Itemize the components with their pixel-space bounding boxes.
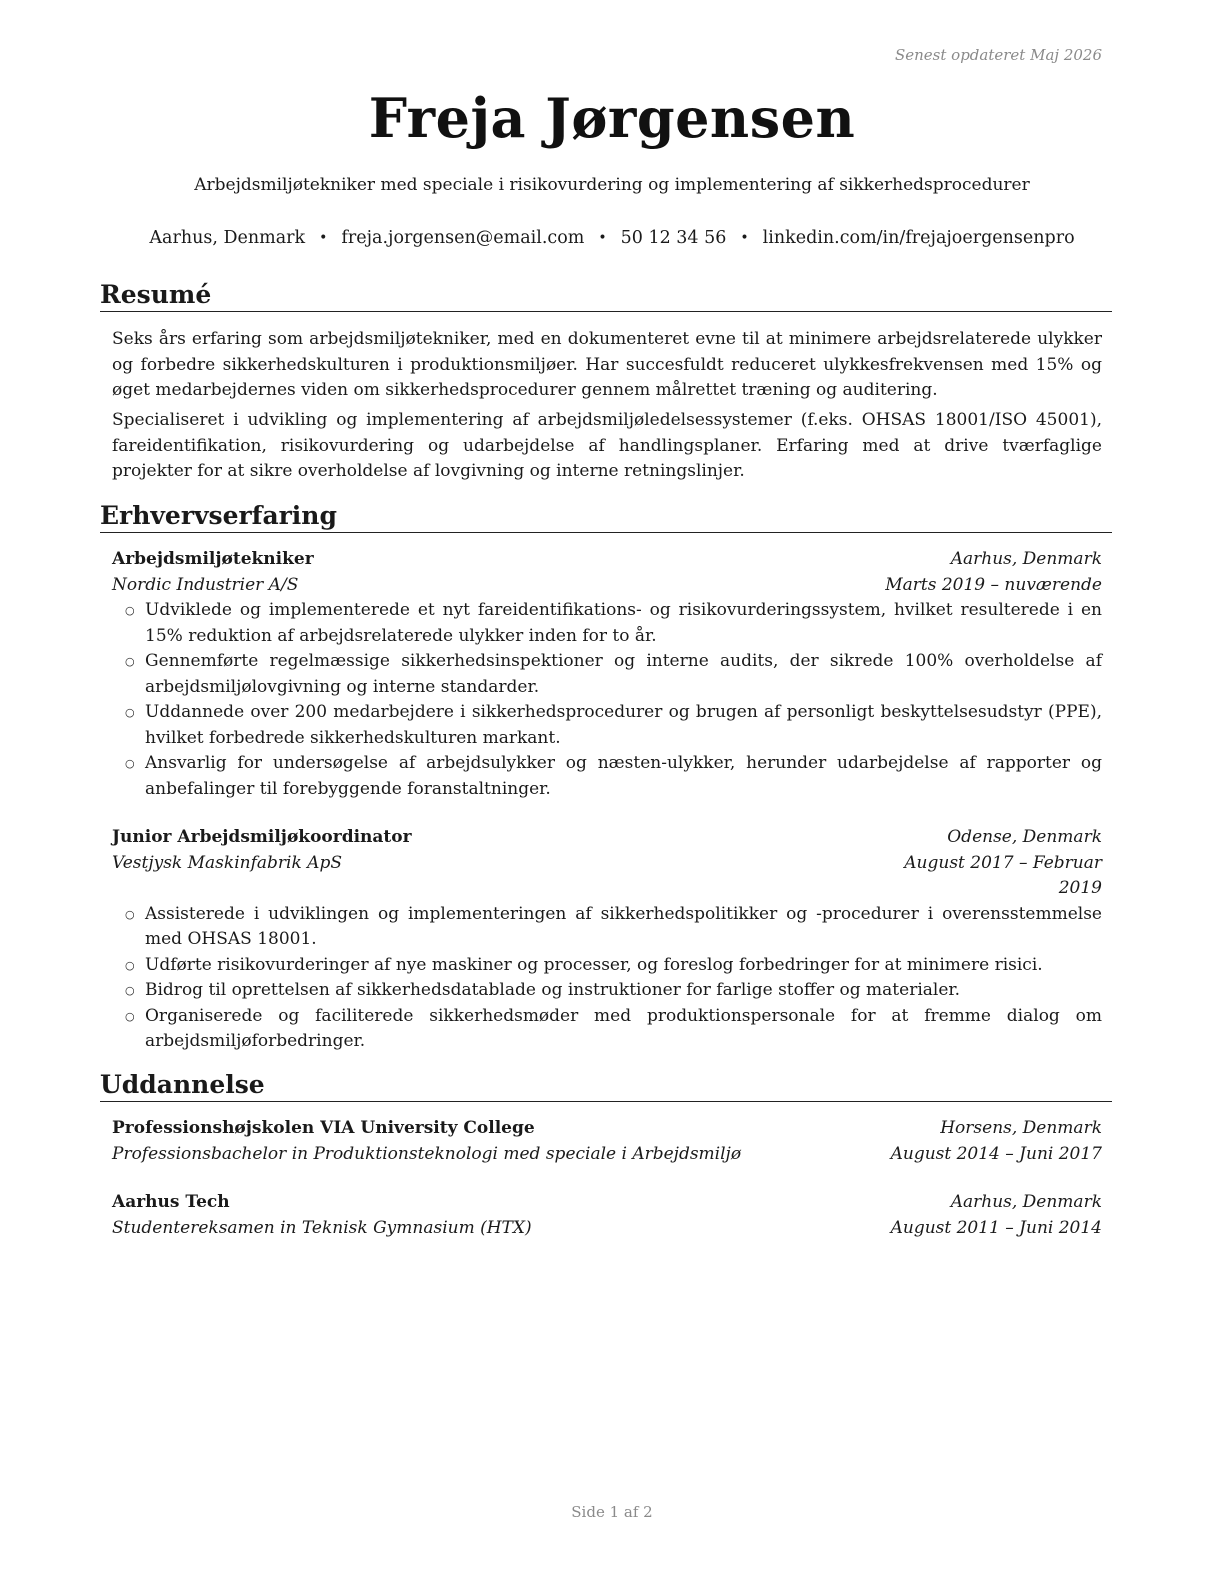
education-entry: [112, 1190, 1102, 1241]
job-dates: Marts 2019 – nuværende: [885, 574, 1102, 595]
contact-location: Aarhus, Denmark: [149, 228, 306, 248]
job-bullets: [112, 598, 1102, 802]
school-dates: August 2011 – Juni 2014: [890, 1217, 1102, 1238]
list-item: [112, 1004, 1102, 1055]
tagline: Arbejdsmiljøtekniker med speciale i risikovurdering og implementering af sikkerhedsprocedurer: [194, 175, 1030, 195]
job-location: Odense, Denmark: [947, 827, 1102, 847]
job-entry: [112, 547, 1102, 802]
job-company: Vestjysk Maskinfabrik ApS: [112, 852, 342, 873]
section-title-summary: Resumé: [100, 280, 1112, 312]
bullet-text: Organiserede og faciliterede sikkerhedsmøder med produktionspersonale for at fremme dialog om arbejdsmiljøforbedringer.: [145, 1005, 1102, 1051]
list-item: [112, 902, 1102, 953]
section-title-experience: Erhvervserfaring: [100, 501, 1112, 533]
list-item: [112, 751, 1102, 802]
last-updated: Senest opdateret Maj 2026: [894, 46, 1102, 64]
contact-line: [0, 228, 1224, 248]
contact-email[interactable]: freja.jorgensen@email.com: [341, 228, 585, 248]
school-degree: Professionsbachelor in Produktionsteknologi med speciale i Arbejdsmiljø: [112, 1143, 742, 1164]
list-item: [112, 649, 1102, 700]
bullet-text: Udførte risikovurderinger af nye maskiner og processer, og foreslog forbedringer for at minimere risici.: [145, 954, 1043, 975]
bullet-separator: •: [598, 230, 607, 246]
job-dates: August 2017 – Februar: [904, 852, 1102, 873]
circle-bullet-icon: ○: [125, 757, 135, 770]
job-entry: [112, 825, 1102, 1055]
bullet-text: Gennemførte regelmæssige sikkerhedsinspektioner og interne audits, der sikrede 100% overholdelse af arbejdsmiljølovgivning og interne standarder.: [145, 651, 1102, 697]
job-company: Nordic Industrier A/S: [112, 574, 299, 595]
school-degree: Studentereksamen in Teknisk Gymnasium (HTX): [112, 1217, 532, 1238]
contact-linkedin[interactable]: linkedin.com/in/frejajoergensenpro: [762, 228, 1075, 248]
school-name: Professionshøjskolen VIA University College: [112, 1118, 535, 1138]
bullet-text: Udviklede og implementerede et nyt fareidentifikations- og risikovurderingssystem, hvilket resulterede i en 15% reduktion af arbejdsrelaterede ulykker inden for to år.: [145, 600, 1102, 646]
list-item: [112, 598, 1102, 649]
school-location: Aarhus, Denmark: [950, 1192, 1102, 1212]
job-role: Arbejdsmiljøtekniker: [112, 549, 314, 569]
bullet-text: Uddannede over 200 medarbejdere i sikkerhedsprocedurer og brugen af personligt beskyttelsesudstyr (PPE), hvilket forbedrede sikkerhedskulturen markant.: [145, 702, 1102, 748]
circle-bullet-icon: ○: [125, 984, 135, 997]
circle-bullet-icon: ○: [125, 1009, 135, 1023]
summary-paragraph: Seks års erfaring som arbejdsmiljøtekniker, med en dokumenteret evne til at minimere arbejdsrelaterede ulykker og forbedre sikkerhedskulturen i produktionsmiljøer. Har succesfuldt reduceret ulykkesfrekvensen med 15% og øget medarbejdernes viden om sikkerhedsprocedurer gennem målrettet træning og auditering.: [112, 329, 1102, 400]
list-item: [112, 978, 1102, 1004]
circle-bullet-icon: ○: [125, 706, 135, 719]
school-dates: August 2014 – Juni 2017: [890, 1143, 1102, 1164]
school-location: Horsens, Denmark: [940, 1118, 1102, 1138]
list-item: [112, 700, 1102, 751]
circle-bullet-icon: ○: [125, 958, 135, 972]
list-item: [112, 953, 1102, 979]
page-title: Freja Jørgensen: [368, 86, 856, 150]
circle-bullet-icon: ○: [125, 907, 135, 921]
bullet-separator: •: [740, 230, 749, 246]
section-title-education: Uddannelse: [100, 1070, 1112, 1102]
bullet-separator: •: [319, 230, 328, 246]
bullet-text: Ansvarlig for undersøgelse af arbejdsulykker og næsten-ulykker, herunder udarbejdelse af rapporter og anbefalinger til forebyggende foranstaltninger.: [145, 753, 1102, 799]
circle-bullet-icon: ○: [125, 604, 135, 617]
education-entry: [112, 1116, 1102, 1167]
page-number: Side 1 af 2: [571, 1503, 653, 1521]
bullet-text: Assisterede i udviklingen og implementeringen af sikkerhedspolitikker og -procedurer i overensstemmelse med OHSAS 18001.: [145, 903, 1102, 949]
bullet-text: Bidrog til oprettelsen af sikkerhedsdatablade og instruktioner for farlige stoffer og materialer.: [145, 980, 961, 1000]
job-bullets: [112, 902, 1102, 1055]
summary-paragraph: Specialiseret i udvikling og implementering af arbejdsmiljøledelsessystemer (f.eks. OHSAS 18001/ISO 45001), fareidentifikation, risikovurdering og udarbejdelse af handlingsplaner. Erfaring med at drive tværfaglige projekter for at sikre overholdelse af lovgivning og interne retningslinjer.: [112, 410, 1102, 481]
circle-bullet-icon: ○: [125, 655, 135, 668]
job-dates-continued: 2019: [1058, 878, 1102, 898]
contact-phone: 50 12 34 56: [620, 228, 727, 248]
job-role: Junior Arbejdsmiljøkoordinator: [112, 827, 412, 847]
job-location: Aarhus, Denmark: [950, 549, 1102, 569]
school-name: Aarhus Tech: [112, 1192, 230, 1212]
